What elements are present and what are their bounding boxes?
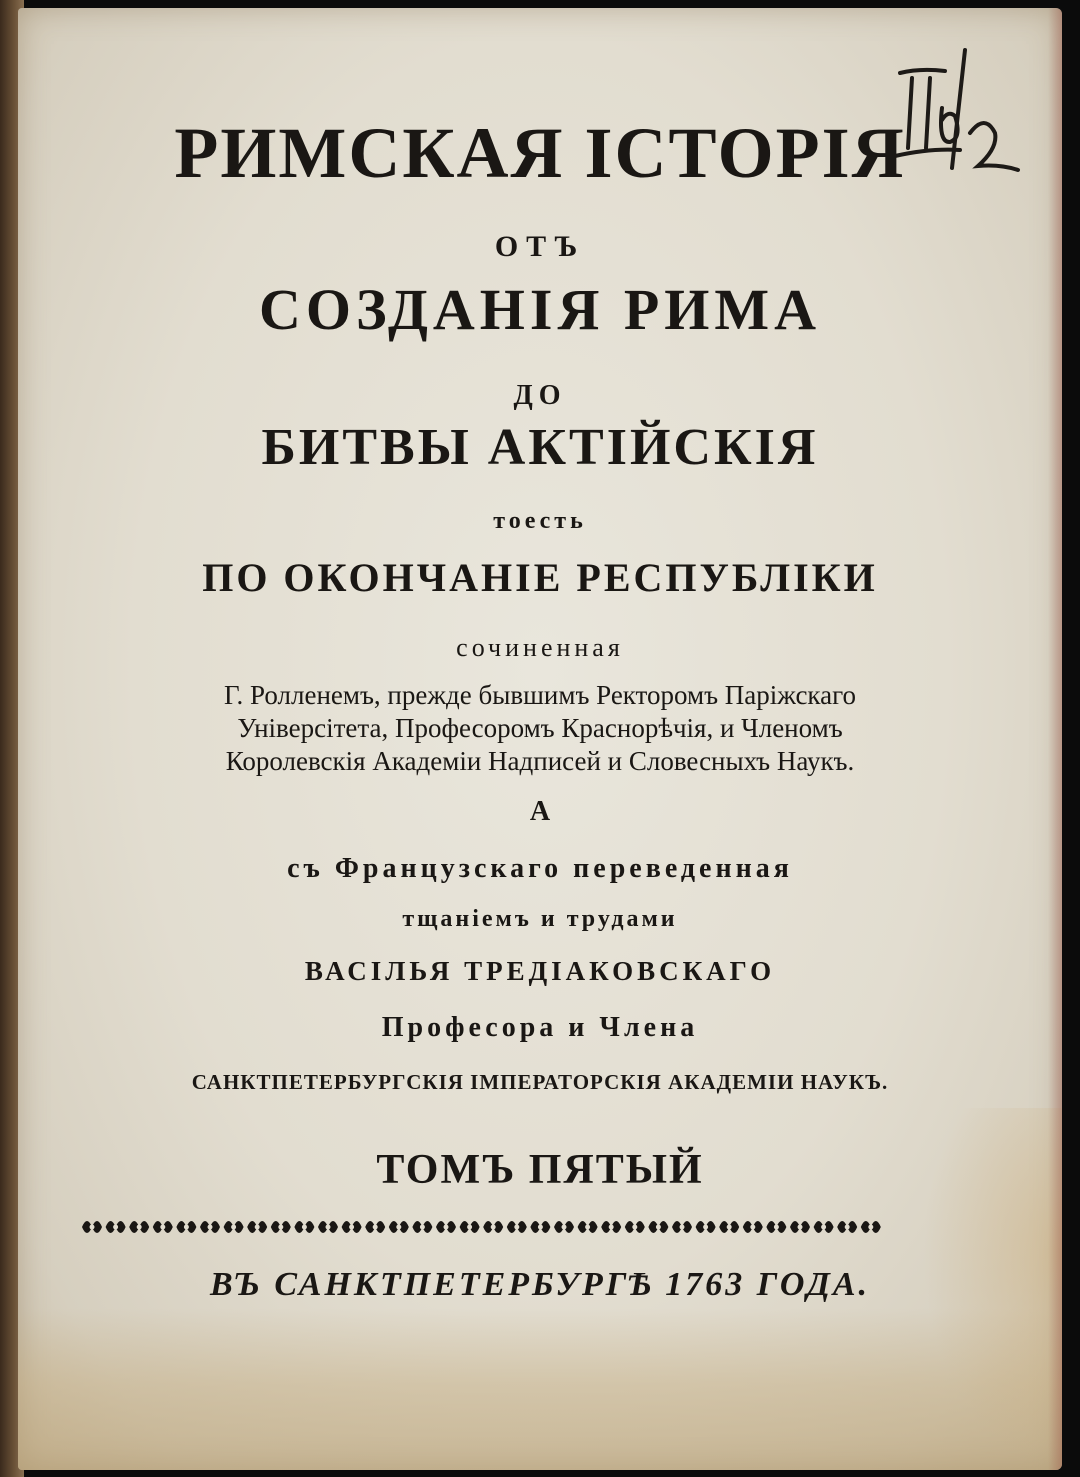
ornament-dot xyxy=(90,1225,95,1230)
a-letter: А xyxy=(529,796,551,827)
author-line-1: Г. Ролленемъ, прежде бывшимъ Ректоромъ Паріжскаго xyxy=(223,680,857,710)
ornament-dot xyxy=(278,1225,283,1230)
author-line-3: Королевскія Академіи Надписей и Словесныхъ Наукъ. xyxy=(225,746,855,776)
translator-title: Професора и Члена xyxy=(381,1012,699,1043)
title-line-3: СОЗДАНІЯ РИМА xyxy=(258,277,822,342)
ornament-dot xyxy=(420,1225,425,1230)
effort-line: тщаніемъ и трудами xyxy=(402,906,678,932)
ornament-dot xyxy=(585,1225,590,1230)
ornament-dot xyxy=(703,1225,708,1230)
translated-line: съ Французскаго переведенная xyxy=(287,853,793,884)
title-line-4: ДО xyxy=(513,380,567,411)
ornament-dot xyxy=(302,1225,307,1230)
ornament-dot xyxy=(113,1225,118,1230)
ornament-dot xyxy=(444,1225,449,1230)
ornament-dot xyxy=(562,1225,567,1230)
ornament-dot xyxy=(208,1225,213,1230)
ornament-dot xyxy=(656,1225,661,1230)
academy-line: САНКТПЕТЕРБУРГСКІЯ ІМПЕРАТОРСКІЯ АКАДЕМІИ НАУКЪ. xyxy=(191,1070,889,1094)
ornament-dot xyxy=(845,1225,850,1230)
title-line-2: ОТЪ xyxy=(494,230,586,263)
ornament-dot xyxy=(727,1225,732,1230)
title-line-7: ПО ОКОНЧАНІЕ РЕСПУБЛІКИ xyxy=(202,555,878,600)
ornament-dot xyxy=(255,1225,260,1230)
ornament-dot xyxy=(396,1225,401,1230)
ornament-dot xyxy=(680,1225,685,1230)
volume-line: ТОМЪ ПЯТЫЙ xyxy=(376,1147,704,1193)
ornament-dot xyxy=(491,1225,496,1230)
title-page xyxy=(18,8,1062,1470)
title-line-5: БИТВЫ АКТІЙСКІЯ xyxy=(261,419,819,476)
ornament-dot xyxy=(373,1225,378,1230)
ornament-dot xyxy=(821,1225,826,1230)
water-stain xyxy=(18,1308,1062,1470)
ornament-dot xyxy=(137,1225,142,1230)
ornament-dot xyxy=(160,1225,165,1230)
ornament-dot xyxy=(798,1225,803,1230)
ornament-dot xyxy=(868,1225,873,1230)
ornament-dot xyxy=(231,1225,236,1230)
author-line-2: Універсітета, Професоромъ Краснорѣчія, и Членомъ xyxy=(237,713,843,743)
ornament-dot xyxy=(326,1225,331,1230)
ornament-dot xyxy=(538,1225,543,1230)
ornament-dot xyxy=(632,1225,637,1230)
ornament-dot xyxy=(467,1225,472,1230)
ornament-dot xyxy=(514,1225,519,1230)
imprint-line: ВЪ САНКТПЕТЕРБУРГѢ 1763 ГОДА. xyxy=(209,1266,871,1303)
ornament-dot xyxy=(184,1225,189,1230)
ornament-dot xyxy=(774,1225,779,1230)
ornament-dot xyxy=(349,1225,354,1230)
title-line-1: РИМСКАЯ ІСТОРІЯ xyxy=(174,113,906,193)
title-line-6: тоесть xyxy=(493,508,587,534)
title-line-8: сочиненная xyxy=(456,633,624,662)
ornament-dot xyxy=(609,1225,614,1230)
ornament-dot xyxy=(750,1225,755,1230)
translator-name: ВАСІЛЬЯ ТРЕДІАКОВСКАГО xyxy=(304,956,776,986)
printer-ornament-band xyxy=(80,1213,900,1241)
